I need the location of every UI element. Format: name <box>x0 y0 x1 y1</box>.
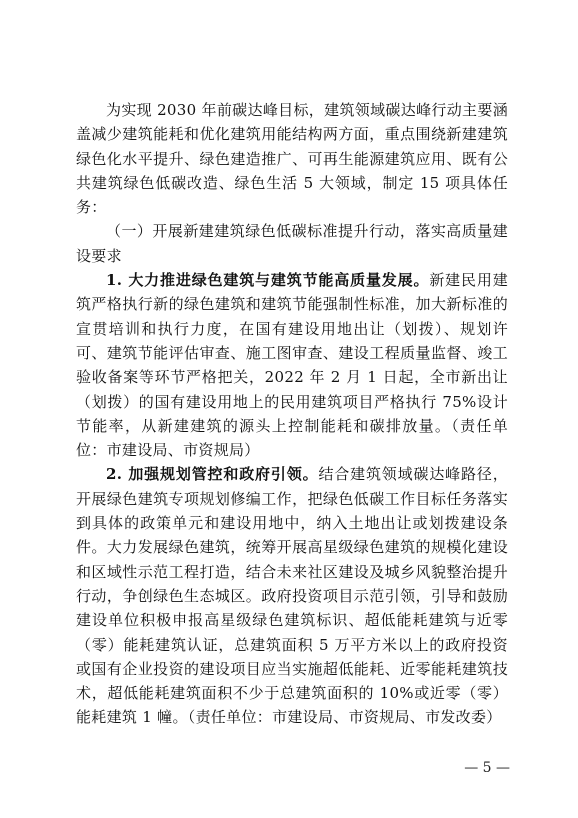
document-body <box>76 98 508 730</box>
page-number: — 5 — <box>464 760 510 776</box>
item-1-heading: 1. 大力推进绿色建筑与建筑节能高质量发展。 <box>106 271 430 290</box>
item-2-heading: 2. 加强规划管控和政府引领。 <box>106 465 319 484</box>
item-2-body: 结合建筑领域碳达峰路径，开展绿色建筑专项规划修编工作，把绿色低碳工作目标任务落实到具体的政策单元和建设用地中，纳入土地出让或划拨建设条件。大力发展绿色建筑，统筹开展高星级绿色建筑的规模化建设和区域性示范工程打造，结合未来社区建设及城乡风貌整治提升行动，争创绿色生态城区。政府投资项目示范引领，引导和鼓励建设单位积极申报高星级绿色建筑标识、超低能耗建筑与近零（零）能耗建筑认证，总建筑面积 5 万平方米以上的政府投资或国有企业投资的建设项目应当实施超低能耗、近零能耗建筑技术，超低能耗建筑面积不少于总建筑面积的 10%或近零（零）能耗建筑 1 幢。（责任单位：市建设局、市资规局、市发改委） <box>76 465 508 727</box>
item-2-paragraph <box>76 462 508 729</box>
intro-paragraph: 为实现 2030 年前碳达峰目标，建筑领域碳达峰行动主要涵盖减少建筑能耗和优化建筑用能结构两方面，重点围绕新建建筑绿色化水平提升、绿色建造推广、可再生能源建筑应用、既有公共建筑绿色低碳改造、绿色生活 5 大领域，制定 15 项具体任务： <box>76 101 508 217</box>
section-title: （一）开展新建建筑绿色低碳标准提升行动，落实高质量建设要求 <box>76 222 508 265</box>
item-1-paragraph <box>76 268 508 462</box>
item-1-body: 新建民用建筑严格执行新的绿色建筑和建筑节能强制性标准，加大新标准的宣贯培训和执行力度，在国有建设用地出让（划拨）、规划许可、建筑节能评估审查、施工图审查、建设工程质量监督、竣工验收备案等环节严格把关，2022 年 2 月 1 日起，全市新出让（划拨）的国有建设用地上的民用建筑项目严格执行 75%设计节能率，从新建建筑的源头上控制能耗和碳排放量。（责任单位：市建设局、市资规局） <box>76 271 508 460</box>
